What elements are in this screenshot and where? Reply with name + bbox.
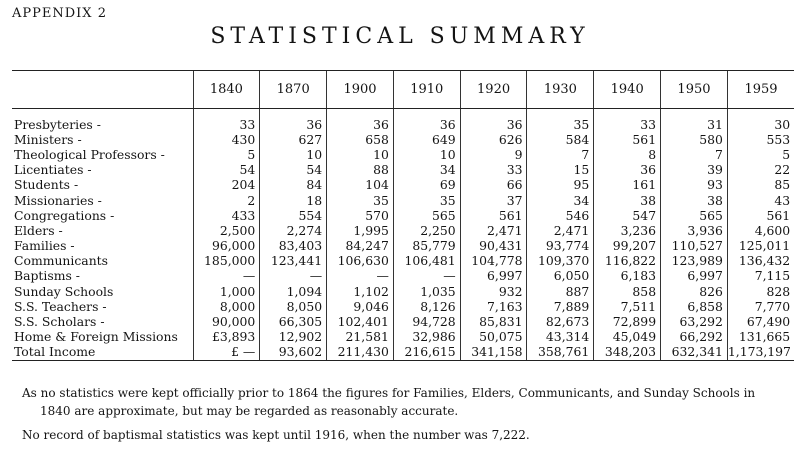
table-cell: 54	[193, 163, 260, 178]
table-cell: 102,401	[327, 314, 394, 329]
row-label: Total Income	[12, 345, 193, 361]
table-cell: 887	[527, 284, 594, 299]
table-cell: 2,274	[260, 223, 327, 238]
table-cell: 161	[594, 178, 661, 193]
table-cell: 658	[327, 132, 394, 147]
table-cell: 34	[527, 193, 594, 208]
table-cell: 561	[727, 208, 794, 223]
table-cell: 35	[327, 193, 394, 208]
table-cell: 36	[594, 163, 661, 178]
row-label: Students -	[14, 177, 79, 193]
table-cell: 104,778	[460, 254, 527, 269]
table-cell: 10	[393, 147, 460, 162]
table-cell: 35	[393, 193, 460, 208]
table-cell: 109,370	[527, 254, 594, 269]
table-cell: 561	[594, 132, 661, 147]
table-cell: 33	[594, 117, 661, 132]
table-cell: 32,986	[393, 330, 460, 345]
table-row	[12, 254, 794, 269]
table-cell: 45,049	[594, 330, 661, 345]
table-cell: 1,035	[393, 284, 460, 299]
table-cell: 546	[527, 208, 594, 223]
table-cell: 565	[393, 208, 460, 223]
table-cell: —	[393, 269, 460, 284]
row-label: Home & Foreign Missions	[14, 329, 178, 345]
row-label: Congregations -	[14, 207, 115, 223]
table-cell: 341,158	[460, 345, 527, 361]
table-cell: 12,902	[260, 330, 327, 345]
table-row	[12, 132, 794, 147]
row-label: Licentiates -	[14, 162, 92, 178]
table-cell: 430	[193, 132, 260, 147]
table-cell: 932	[460, 284, 527, 299]
table-cell: 85,831	[460, 314, 527, 329]
table-cell: 826	[661, 284, 728, 299]
table-cell: 211,430	[327, 345, 394, 361]
table-cell: 125,011	[727, 239, 794, 254]
table-cell: 10	[327, 147, 394, 162]
table-cell: 8	[594, 147, 661, 162]
table-cell: 104	[327, 178, 394, 193]
table-row	[12, 117, 794, 132]
table-cell: 348,203	[594, 345, 661, 361]
footnote-baptisms: No record of baptismal statistics was kept until 1916, when the number was 7,222.	[22, 428, 530, 442]
table-row	[12, 299, 794, 314]
table-cell: 627	[260, 132, 327, 147]
table-cell: 6,858	[661, 299, 728, 314]
table-cell: 6,997	[661, 269, 728, 284]
table-cell: 96,000	[193, 239, 260, 254]
table-cell: 54	[260, 163, 327, 178]
table-cell: 36	[460, 117, 527, 132]
table-cell: 18	[260, 193, 327, 208]
table-cell: £ —	[193, 345, 260, 361]
table-cell: 36	[260, 117, 327, 132]
table-cell: 66	[460, 178, 527, 193]
table-cell: 99,207	[594, 239, 661, 254]
table-cell: 7,889	[527, 299, 594, 314]
table-cell: 34	[393, 163, 460, 178]
table-cell: 5	[727, 147, 794, 162]
year-header-row	[12, 71, 794, 109]
table-cell: 15	[527, 163, 594, 178]
year-header: 1940	[594, 71, 661, 109]
row-label: Missionaries -	[14, 192, 102, 208]
row-label-header	[12, 71, 193, 109]
table-cell: 39	[661, 163, 728, 178]
table-row	[12, 330, 794, 345]
table-cell: 93,602	[260, 345, 327, 361]
table-cell: 433	[193, 208, 260, 223]
table-cell: 547	[594, 208, 661, 223]
appendix-label: APPENDIX 2	[12, 6, 107, 21]
table-cell: 7	[661, 147, 728, 162]
row-label: S.S. Scholars -	[14, 314, 105, 330]
table-cell: 136,432	[727, 254, 794, 269]
table-cell: 33	[460, 163, 527, 178]
table-cell: 7,115	[727, 269, 794, 284]
row-label: S.S. Teachers -	[14, 298, 107, 314]
year-header: 1840	[193, 71, 260, 109]
row-label: Elders -	[14, 222, 63, 238]
table-cell: 95	[527, 178, 594, 193]
table-row	[12, 284, 794, 299]
table-cell: —	[260, 269, 327, 284]
page-title: STATISTICAL SUMMARY	[210, 24, 590, 49]
year-header: 1910	[393, 71, 460, 109]
table-cell: 85	[727, 178, 794, 193]
table-cell: 116,822	[594, 254, 661, 269]
table-cell: 828	[727, 284, 794, 299]
table-cell: 123,989	[661, 254, 728, 269]
table-cell: —	[193, 269, 260, 284]
year-header: 1950	[661, 71, 728, 109]
table-row	[12, 193, 794, 208]
table-cell: 2,250	[393, 223, 460, 238]
table-cell: 31	[661, 117, 728, 132]
table-cell: 66,292	[661, 330, 728, 345]
table-cell: 632,341	[661, 345, 728, 361]
table-cell: 37	[460, 193, 527, 208]
table-cell: 580	[661, 132, 728, 147]
table-cell: 90,431	[460, 239, 527, 254]
row-label: Sunday Schools	[14, 283, 114, 299]
table-cell: 1,094	[260, 284, 327, 299]
table-row	[12, 178, 794, 193]
table-cell: 584	[527, 132, 594, 147]
table-cell: 2,471	[460, 223, 527, 238]
table-cell: 7	[527, 147, 594, 162]
table-body	[12, 109, 794, 361]
table-cell: 4,600	[727, 223, 794, 238]
table-cell: 6,183	[594, 269, 661, 284]
table-cell: 66,305	[260, 314, 327, 329]
table-cell: 8,126	[393, 299, 460, 314]
table-cell: 35	[527, 117, 594, 132]
table-cell: 2,500	[193, 223, 260, 238]
table-cell: 6,050	[527, 269, 594, 284]
table-cell: 570	[327, 208, 394, 223]
table-cell: 7,163	[460, 299, 527, 314]
table-cell: 3,236	[594, 223, 661, 238]
row-label: Ministers -	[14, 131, 82, 147]
table-cell: 50,075	[460, 330, 527, 345]
table-cell: 3,936	[661, 223, 728, 238]
table-cell: 8,050	[260, 299, 327, 314]
table-cell: 858	[594, 284, 661, 299]
row-label: Baptisms -	[14, 268, 80, 284]
table-cell: 185,000	[193, 254, 260, 269]
table-row	[12, 314, 794, 329]
table-cell: 43,314	[527, 330, 594, 345]
footnote-approximate: As no statistics were kept officially prior to 1864 the figures for Families, Elders, Communicants, and Sunday Schools in	[22, 386, 756, 400]
table-cell: 84,247	[327, 239, 394, 254]
table-cell: 88	[327, 163, 394, 178]
table-cell: 1,995	[327, 223, 394, 238]
table-cell: 6,997	[460, 269, 527, 284]
table-cell: 8,000	[193, 299, 260, 314]
table-cell: 93,774	[527, 239, 594, 254]
table-cell: 94,728	[393, 314, 460, 329]
table-cell: 131,665	[727, 330, 794, 345]
table-cell: 9,046	[327, 299, 394, 314]
spacer-row	[12, 109, 794, 118]
table-cell: 9	[460, 147, 527, 162]
table-cell: 2	[193, 193, 260, 208]
table-cell: 106,481	[393, 254, 460, 269]
table-cell: 36	[327, 117, 394, 132]
table-cell: 110,527	[661, 239, 728, 254]
table-cell: £3,893	[193, 330, 260, 345]
table-cell: 84	[260, 178, 327, 193]
table-cell: 123,441	[260, 254, 327, 269]
table-row	[12, 345, 794, 361]
table-cell: 561	[460, 208, 527, 223]
row-label: Theological Professors -	[14, 146, 165, 162]
footnotes	[22, 384, 782, 444]
table-cell: 93	[661, 178, 728, 193]
table-row	[12, 147, 794, 162]
table-cell: 69	[393, 178, 460, 193]
table-cell: 90,000	[193, 314, 260, 329]
table-cell: 216,615	[393, 345, 460, 361]
table-cell: 82,673	[527, 314, 594, 329]
table-cell: 33	[193, 117, 260, 132]
table-cell: 21,581	[327, 330, 394, 345]
table-cell: 553	[727, 132, 794, 147]
table-cell: 22	[727, 163, 794, 178]
footnote-approximate-continued: 1840 are approximate, but may be regarded as reasonably accurate.	[40, 404, 459, 418]
year-header: 1920	[460, 71, 527, 109]
table-row	[12, 239, 794, 254]
table-cell: 5	[193, 147, 260, 162]
row-label: Families -	[14, 238, 75, 254]
table-cell: 626	[460, 132, 527, 147]
table-cell: 7,770	[727, 299, 794, 314]
table-cell: 554	[260, 208, 327, 223]
statistical-summary-table	[12, 70, 794, 361]
row-label: Presbyteries -	[14, 116, 101, 132]
table-cell: 85,779	[393, 239, 460, 254]
table-cell: 358,761	[527, 345, 594, 361]
table-cell: 649	[393, 132, 460, 147]
table-row	[12, 269, 794, 284]
table-cell: 38	[594, 193, 661, 208]
table-cell: 83,403	[260, 239, 327, 254]
table-cell: 38	[661, 193, 728, 208]
table-cell: 36	[393, 117, 460, 132]
table-cell: 10	[260, 147, 327, 162]
row-label: Communicants	[14, 253, 109, 269]
table-row	[12, 208, 794, 223]
year-header: 1930	[527, 71, 594, 109]
table-row	[12, 163, 794, 178]
table-cell: 72,899	[594, 314, 661, 329]
table-cell: 204	[193, 178, 260, 193]
table-cell: 106,630	[327, 254, 394, 269]
year-header: 1870	[260, 71, 327, 109]
table-cell: 30	[727, 117, 794, 132]
table-cell: 67,490	[727, 314, 794, 329]
table-cell: 63,292	[661, 314, 728, 329]
year-header: 1959	[727, 71, 794, 109]
year-header: 1900	[327, 71, 394, 109]
table-cell: —	[327, 269, 394, 284]
table-cell: 7,511	[594, 299, 661, 314]
table-cell: 1,102	[327, 284, 394, 299]
table-row	[12, 223, 794, 238]
table-cell: 565	[661, 208, 728, 223]
table-cell: 1,000	[193, 284, 260, 299]
table-cell: 1,173,197	[727, 345, 794, 361]
table-cell: 43	[727, 193, 794, 208]
table-cell: 2,471	[527, 223, 594, 238]
